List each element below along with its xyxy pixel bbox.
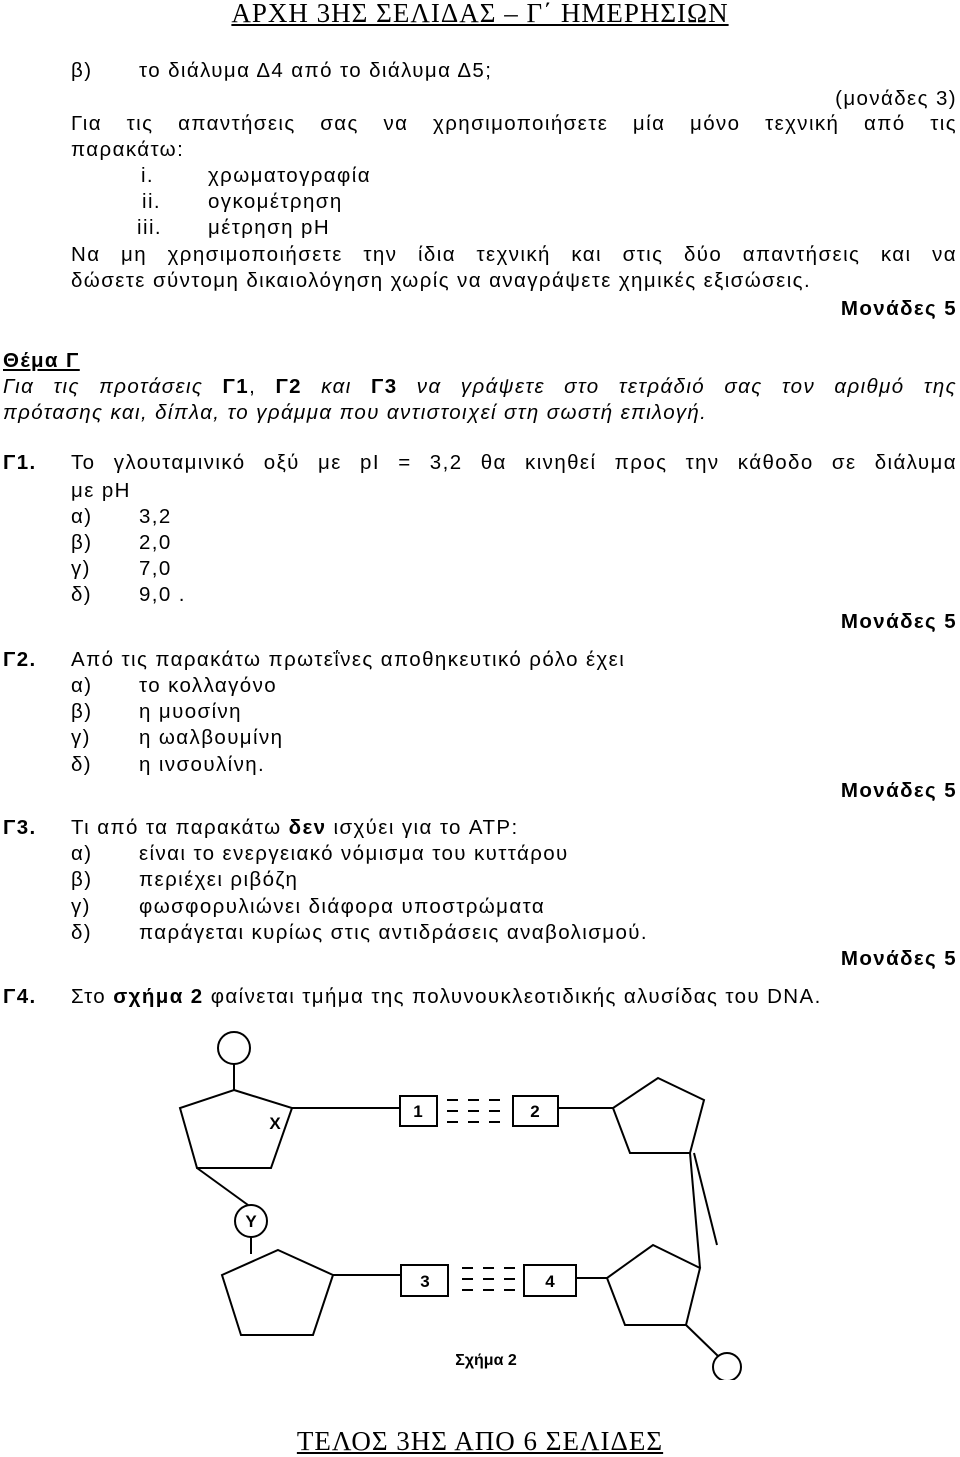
label-3: 3 xyxy=(420,1272,430,1291)
label-y: Y xyxy=(245,1212,257,1231)
q1-units: Μονάδες 5 xyxy=(840,610,957,633)
prev-b-label: β) xyxy=(71,59,93,82)
q1-option-text: 9,0 . xyxy=(139,583,186,606)
q2-option-label: β) xyxy=(71,700,93,723)
hydrogen-bonds xyxy=(447,1100,515,1290)
theme-intro-line-2: πρότασης και, δίπλα, το γράμμα που αντιστοιχεί στη σωστή επιλογή. xyxy=(3,401,708,424)
q3-option-label: α) xyxy=(71,842,93,865)
q1-option-text: 2,0 xyxy=(139,531,172,554)
prev-b-units: (μονάδες 3) xyxy=(835,87,957,110)
q3-option-text: παράγεται κυρίως στις αντιδράσεις αναβολισμού. xyxy=(139,921,648,944)
sugar-pentagon-bottom-left xyxy=(222,1250,333,1335)
theme-title: Θέμα Γ xyxy=(3,349,80,372)
technique-num-2: ii. xyxy=(141,190,161,213)
technique-num-1: i. xyxy=(140,164,154,187)
q1-option-label: γ) xyxy=(71,557,91,580)
technique-text-3: μέτρηση pH xyxy=(208,216,331,239)
q1-line-2: με pH xyxy=(71,479,131,502)
q1-option-text: 3,2 xyxy=(139,505,172,528)
q1-option-label: β) xyxy=(71,531,93,554)
page-header: ΑΡΧΗ 3ΗΣ ΣΕΛΙΔΑΣ – Γ΄ ΗΜΕΡΗΣΙΩΝ xyxy=(231,0,729,28)
q2-option-label: δ) xyxy=(71,753,93,776)
diagram-caption: Σχήμα 2 xyxy=(455,1352,517,1369)
prev-units: Μονάδες 5 xyxy=(840,297,957,320)
note-line-1: Να μη χρησιμοποιήσετε την ίδια τεχνική και στις δύο απαντήσεις και να xyxy=(71,243,957,266)
technique-num-3: iii. xyxy=(137,216,162,239)
instruction-line-1: Για τις απαντήσεις σας να χρησιμοποιήσετε μία μόνο τεχνική από τις xyxy=(71,112,957,135)
q2-option-label: γ) xyxy=(71,726,91,749)
q1-line-1: Το γλουταμινικό οξύ με pI = 3,2 θα κινηθεί προς την κάθοδο σε διάλυμα xyxy=(71,451,957,474)
q2-line-1: Από τις παρακάτω πρωτεΐνες αποθηκευτικό ρόλο έχει xyxy=(71,648,626,671)
label-1: 1 xyxy=(413,1102,423,1121)
q3-option-label: δ) xyxy=(71,921,93,944)
q2-option-text: η μυοσίνη xyxy=(139,700,242,723)
sugar-pentagon-top-right xyxy=(613,1078,704,1153)
label-4: 4 xyxy=(545,1272,555,1291)
q3-option-label: γ) xyxy=(71,895,91,918)
q3-units: Μονάδες 5 xyxy=(840,947,957,970)
q2-option-text: το κολλαγόνο xyxy=(139,674,278,697)
q4-number: Γ4. xyxy=(3,985,37,1008)
q2-number: Γ2. xyxy=(3,648,37,671)
q1-option-label: α) xyxy=(71,505,93,528)
q2-option-text: η ωαλβουμίνη xyxy=(139,726,284,749)
label-x: X xyxy=(269,1114,281,1133)
q2-units: Μονάδες 5 xyxy=(840,779,957,802)
q4-line-1: Στο σχήμα 2 φαίνεται τμήμα της πολυνουκλεοτιδικής αλυσίδας του DNA. xyxy=(71,985,822,1008)
q3-option-text: φωσφορυλιώνει διάφορα υποστρώματα xyxy=(139,895,546,918)
label-2: 2 xyxy=(530,1102,540,1121)
q1-option-text: 7,0 xyxy=(139,557,172,580)
theme-intro-line-1: Για τις προτάσεις Γ1, Γ2 και Γ3 να γράψετε στο τετράδιό σας τον αριθμό της xyxy=(3,375,957,398)
dna-chain-diagram xyxy=(0,1025,960,1380)
technique-text-2: ογκομέτρηση xyxy=(208,190,343,213)
prev-b-text: το διάλυμα Δ4 από το διάλυμα Δ5; xyxy=(139,59,493,82)
phosphate-circle-top xyxy=(218,1032,250,1064)
q2-option-label: α) xyxy=(71,674,93,697)
note-line-2: δώσετε σύντομη δικαιολόγηση χωρίς να αναγράψετε χημικές εξισώσεις. xyxy=(71,269,812,292)
technique-text-1: χρωματογραφία xyxy=(208,164,371,187)
instruction-line-2: παρακάτω: xyxy=(71,138,185,161)
q1-option-label: δ) xyxy=(71,583,93,606)
q3-option-text: είναι το ενεργειακό νόμισμα του κυττάρου xyxy=(139,842,569,865)
sugar-pentagon-bottom-right xyxy=(607,1245,700,1325)
q3-option-label: β) xyxy=(71,868,93,891)
page-footer: ΤΕΛΟΣ 3ΗΣ ΑΠΟ 6 ΣΕΛΙΔΕΣ xyxy=(296,1426,664,1456)
q3-line-1: Τι από τα παρακάτω δεν ισχύει για το ATP: xyxy=(71,816,519,839)
q3-number: Γ3. xyxy=(3,816,37,839)
q1-number: Γ1. xyxy=(3,451,37,474)
q2-option-text: η ινσουλίνη. xyxy=(139,753,266,776)
phosphate-circle-bottom xyxy=(713,1353,741,1380)
q3-option-text: περιέχει ριβόζη xyxy=(139,868,299,891)
